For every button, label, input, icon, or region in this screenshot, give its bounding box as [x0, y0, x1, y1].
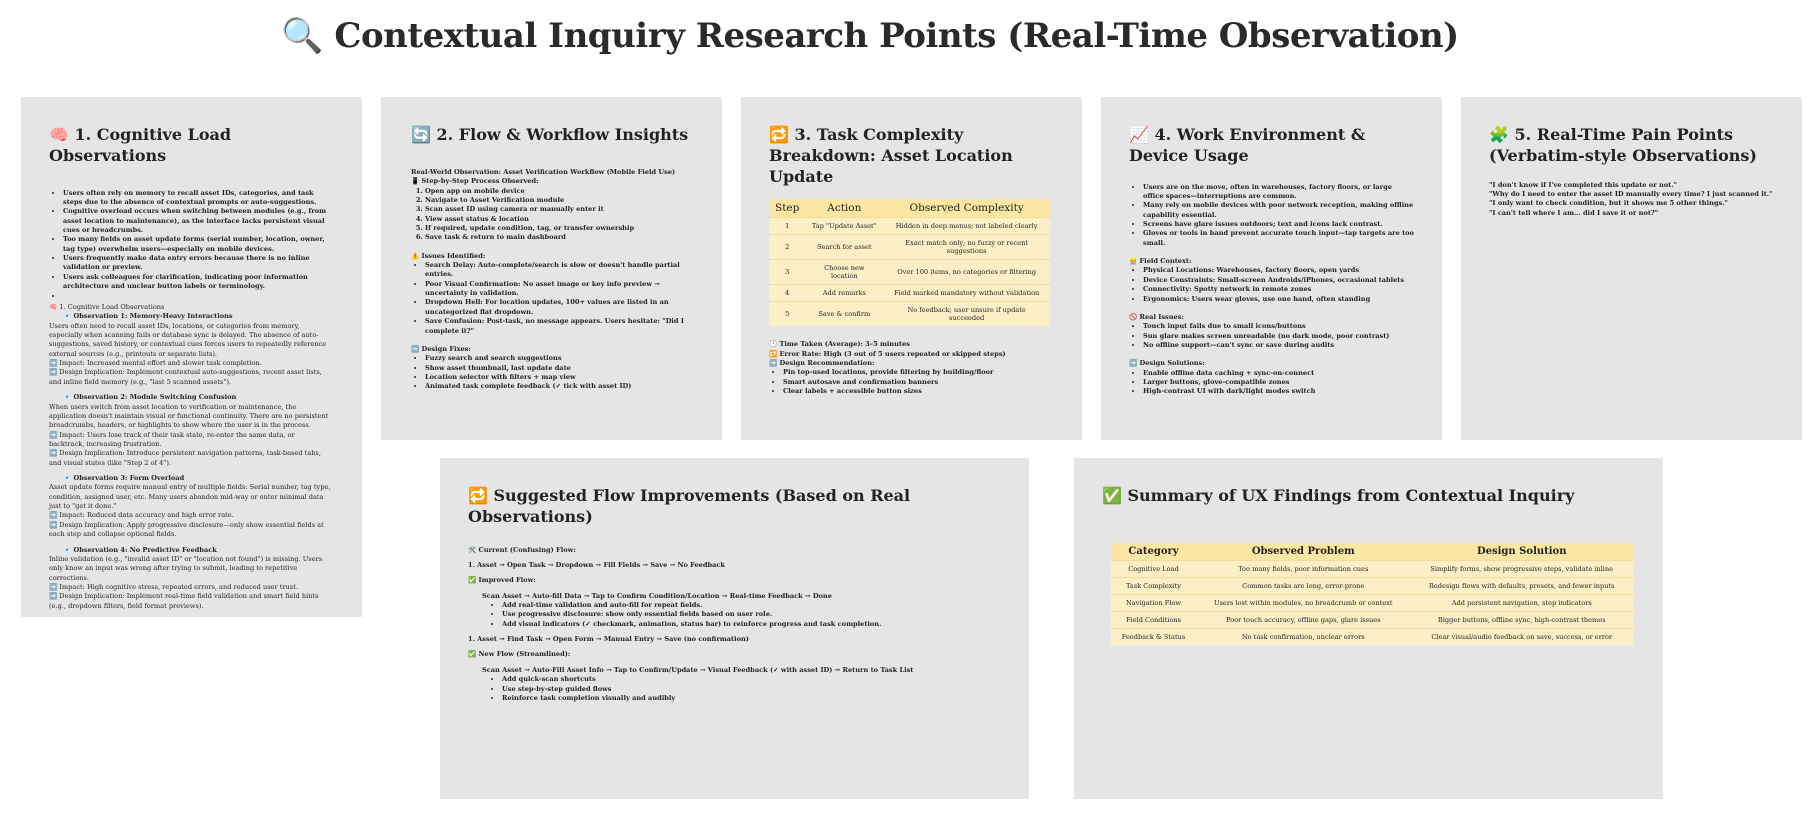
table-cell: 2: [769, 235, 805, 260]
table-cell: Users lost within modules, no breadcrumb or context: [1196, 594, 1410, 611]
observation-design: ➡️ Design Implication: Implement contextual auto-suggestions, recent asset lists, and inline field memory (e.g., "last 5 scanned assets").: [49, 368, 322, 386]
list-item: • Enable offline data caching + sync-on-connect: [1143, 369, 1414, 378]
list-item: • Users frequently make data entry errors because there is no inline validation or preview.: [63, 254, 332, 273]
list-item: • Users ask colleagues for clarification, indicating poor information architecture and unclear button labels or terminology.: [63, 273, 332, 292]
table-cell: Exact match only; no fuzzy or recent suggestions: [883, 235, 1050, 260]
table-cell: Poor touch accuracy, offline gaps, glare issues: [1196, 611, 1410, 628]
table-cell: Redesign flows with defaults, presets, and fewer inputs: [1410, 577, 1633, 594]
table-header: Observed Complexity: [883, 199, 1050, 218]
card-cognitive-load: [21, 97, 362, 617]
recommendation-title: ➡️ Design Recommendation:: [769, 359, 875, 368]
table-cell: Add persistent navigation, step indicators: [1410, 594, 1633, 611]
list-item: • Save Confusion: Post-task, no message appears. Users hesitate: "Did I complete it?": [425, 317, 692, 336]
table-cell: Clear visual/audio feedback on save, success, or error: [1410, 628, 1633, 645]
quote: "Why do I need to enter the asset ID manually every time? I just scanned it.": [1489, 189, 1773, 198]
table-header: Step: [769, 199, 805, 218]
table-cell: 1: [769, 218, 805, 235]
table-row: [769, 260, 1050, 285]
card-summary-findings: [1074, 458, 1663, 799]
list-item: • Cognitive overload occurs when switching between modules (e.g., from asset location to maintenance), as the interface lacks persistent visual cues or breadcrumbs.: [63, 207, 332, 235]
improved-title: ✅ Improved Flow:: [468, 576, 536, 585]
card-heading: 📈 4. Work Environment & Device Usage: [1129, 125, 1366, 165]
list-item: • Reinforce task completion visually and audibly: [502, 694, 1001, 703]
list-item: • High-contrast UI with dark/light modes switch: [1143, 387, 1414, 396]
table-cell: Add remarks: [805, 285, 883, 302]
observation-title: 🔹 Observation 3: Form Overload: [63, 474, 185, 483]
list-item: • Many rely on mobile devices with poor network reception, making offline capability essential.: [1143, 201, 1414, 220]
table-cell: Feedback & Status: [1111, 628, 1196, 645]
fixes-title: ➡️ Design Fixes:: [411, 344, 471, 353]
list-item: • Users are on the move, often in warehouses, factory floors, or large office spaces—interruptions are common.: [1143, 183, 1414, 202]
list-item: • Connectivity: Spotty network in remote zones: [1143, 285, 1414, 294]
card-heading: 🔁 Suggested Flow Improvements (Based on Real Observations): [468, 486, 911, 526]
observation-title: 🔹 Observation 1: Memory-Heavy Interactions: [63, 312, 233, 321]
table-cell: Too many fields, poor information cues: [1196, 560, 1410, 577]
intro-text: Real-World Observation: Asset Verification Workflow (Mobile Field Use): [411, 167, 676, 176]
card-task-complexity: [741, 97, 1082, 440]
card-heading: ✅ Summary of UX Findings from Contextual Inquiry: [1102, 486, 1575, 505]
improved-flow: Scan Asset → Auto-fill Data → Tap to Confirm Condition/Location → Real-time Feedback → Done: [482, 591, 832, 600]
list-item: • Poor Visual Confirmation: No asset image or key info preview → uncertainty in validation.: [425, 280, 692, 299]
table-cell: Task Complexity: [1111, 577, 1196, 594]
current-flow: 1. Asset → Open Task → Dropdown → Fill Fields → Save → No Feedback: [468, 560, 725, 569]
table-header: Design Solution: [1410, 543, 1633, 561]
observation-impact: ➡️ Impact: Reduced data accuracy and high error rate.: [49, 511, 234, 520]
table-cell: Over 100 items, no categories or filtering: [883, 260, 1050, 285]
quote: "I only want to check condition, but it shows me 5 other things.": [1489, 199, 1728, 208]
list-item: • Use progressive disclosure: show only essential fields based on user role.: [502, 610, 1001, 619]
list-item: • Physical Locations: Warehouses, factory floors, open yards: [1143, 266, 1414, 275]
list-item: • Add quick-scan shortcuts: [502, 675, 1001, 684]
context-title: 👷 Field Context:: [1129, 257, 1192, 266]
observation-design: ➡️ Design Implication: Apply progressive disclosure—only show essential fields at each step and collapse optional fields.: [49, 520, 324, 539]
list-item: • Show asset thumbnail, last update date: [425, 364, 692, 373]
list-item: 3. Scan asset ID using camera or manually enter it: [425, 205, 692, 214]
card-heading: 🔁 3. Task Complexity Breakdown: Asset Location Update: [769, 125, 1013, 186]
list-item: • Search Delay: Auto-complete/search is slow or doesn't handle partial entries.: [425, 261, 692, 280]
table-cell: Cognitive Load: [1111, 560, 1196, 577]
sub-heading: 🧠 1. Cognitive Load Observations: [49, 302, 165, 311]
observation-title: 🔹 Observation 4: No Predictive Feedback: [63, 545, 217, 554]
card-heading: 🔄 2. Flow & Workflow Insights: [411, 125, 689, 144]
table-cell: 4: [769, 285, 805, 302]
list-item: 6. Save task & return to main dashboard: [425, 233, 692, 242]
card-work-environment: [1101, 97, 1442, 440]
list-item: 5. If required, update condition, tag, or transfer ownership: [425, 224, 692, 233]
quote: "I don't know if I've completed this update or not.": [1489, 180, 1677, 189]
table-header: Action: [805, 199, 883, 218]
list-item: • Users often rely on memory to recall asset IDs, categories, and task steps due to the absence of contextual prompts or auto-suggestions.: [63, 189, 332, 208]
table-header: Observed Problem: [1196, 543, 1410, 561]
steps-title: 📱 Step-by-Step Process Observed:: [411, 177, 539, 186]
solutions-title: ➡️ Design Solutions:: [1129, 359, 1205, 368]
table-cell: Field Conditions: [1111, 611, 1196, 628]
table-cell: Common tasks are long, error-prone: [1196, 577, 1410, 594]
table-row: [1111, 628, 1633, 645]
table-row: [1111, 577, 1633, 594]
list-item: • Larger buttons, glove-compatible zones: [1143, 378, 1414, 387]
list-item: • Ergonomics: Users wear gloves, use one hand, often standing: [1143, 295, 1414, 304]
observation-body: Inline validation (e.g., "invalid asset ID" or "location not found") is missing. Users only know an input was wrong after trying to submit, leading to repetitive corrections.: [49, 554, 323, 582]
time-taken: 🕐 Time Taken (Average): 3–5 minutes: [769, 340, 910, 349]
list-item: • Device Constraints: Small-screen Androids/iPhones, occasional tablets: [1143, 276, 1414, 285]
observation-impact: ➡️ Impact: Increased mental effort and slower task completion.: [49, 359, 262, 368]
observation-body: Users often need to recall asset IDs, locations, or categories from memory, especially when scanning fails or database sync is delayed. The absence of auto-suggestions, saved history, or contextual cues forces users to repeatedly reference external sources (e.g., printouts or separate lists).: [49, 321, 327, 358]
table-cell: Save & confirm: [805, 302, 883, 327]
flow-two: 1. Asset → Find Task → Open Form → Manual Entry → Save (no confirmation): [468, 635, 749, 644]
table-cell: Choose new location: [805, 260, 883, 285]
table-cell: No task confirmation, unclear errors: [1196, 628, 1410, 645]
list-item: 1. Open app on mobile device: [425, 187, 692, 196]
list-item: [63, 292, 332, 301]
observation-design: ➡️ Design Implication: Introduce persistent navigation patterns, task-based tabs, and visual states (like "Step 2 of 4").: [49, 449, 321, 467]
page-title: 🔍 Contextual Inquiry Research Points (Real-Time Observation): [281, 16, 1459, 56]
table-row: [1111, 560, 1633, 577]
table-row: [769, 285, 1050, 302]
issues-title: 🚫 Real Issues:: [1129, 312, 1184, 321]
list-item: • Sun glare makes screen unreadable (no dark mode, poor contrast): [1143, 332, 1414, 341]
table-cell: Search for asset: [805, 235, 883, 260]
observation-design: ➡️ Design Implication: Implement real-time field validation and smart field hints (e.g., dropdown filters, field format previews).: [49, 592, 319, 610]
table-cell: Hidden in deep menus; not labeled clearly: [883, 218, 1050, 235]
list-item: • Smart autosave and confirmation banners: [783, 378, 1054, 387]
current-title: 🛠️ Current (Confusing) Flow:: [468, 545, 576, 554]
table-cell: Navigation Flow: [1111, 594, 1196, 611]
new-flow-title: ✅ New Flow (Streamlined):: [468, 650, 571, 659]
table-cell: Simplify forms, show progressive steps, validate inline: [1410, 560, 1633, 577]
table-row: [769, 302, 1050, 327]
card-heading: 🧩 5. Real-Time Pain Points (Verbatim-style Observations): [1489, 125, 1757, 165]
list-item: • Touch input fails due to small icons/buttons: [1143, 322, 1414, 331]
list-item: • Fuzzy search and search suggestions: [425, 354, 692, 363]
table-cell: No feedback; user unsure if update succeeded: [883, 302, 1050, 327]
summary-table: [1111, 543, 1633, 645]
list-item: • Screens have glare issues outdoors; text and icons lack contrast.: [1143, 220, 1414, 229]
table-row: [769, 235, 1050, 260]
task-table: [769, 199, 1050, 326]
card-pain-points: [1461, 97, 1802, 440]
table-row: [1111, 594, 1633, 611]
list-item: • Clear labels + accessible button sizes: [783, 387, 1054, 396]
list-item: • Location selector with filters + map view: [425, 373, 692, 382]
table-header: Category: [1111, 543, 1196, 561]
list-item: 4. View asset status & location: [425, 215, 692, 224]
list-item: • Animated task complete feedback (✓ tick with asset ID): [425, 382, 692, 391]
list-item: • Add visual indicators (✓ checkmark, animation, status bar) to reinforce progress and task completion.: [502, 620, 1001, 629]
table-cell: Tap "Update Asset": [805, 218, 883, 235]
observation-body: When users switch from asset location to verification or maintenance, the application doesn't maintain visual or functional continuity. There are no persistent breadcrumbs, headers, or highlights to show where the user is in the process.: [49, 402, 329, 430]
new-flow: Scan Asset → Auto-Fill Asset Info → Tap to Confirm/Update → Visual Feedback (✓ with asset ID) → Return to Task List: [482, 665, 914, 674]
observation-body: Asset update forms require manual entry of multiple fields: Serial number, tag type, condition, assigned user, etc. Many users abandon mid-way or enter minimal data just to "get it done.": [49, 483, 331, 511]
observation-impact: ➡️ Impact: Users lose track of their task state, re-enter the same data, or backtrack, increasing frustration.: [49, 430, 295, 448]
list-item: • Use step-by-step guided flows: [502, 685, 1001, 694]
observation-impact: ➡️ Impact: High cognitive stress, repeated errors, and reduced user trust.: [49, 582, 298, 591]
table-cell: 5: [769, 302, 805, 327]
table-cell: Field marked mandatory without validation: [883, 285, 1050, 302]
list-item: 2. Navigate to Asset Verification module: [425, 196, 692, 205]
table-cell: Bigger buttons, offline sync, high-contrast themes: [1410, 611, 1633, 628]
card-heading: 🧠 1. Cognitive Load Observations: [49, 125, 232, 165]
list-item: • Gloves or tools in hand prevent accurate touch input—tap targets are too small.: [1143, 229, 1414, 248]
table-cell: 3: [769, 260, 805, 285]
table-row: [769, 218, 1050, 235]
list-item: • Dropdown Hell: For location updates, 100+ values are listed in an uncategorized flat dropdown.: [425, 298, 692, 317]
quote: "I can't tell where I am… did I save it or not?": [1489, 208, 1659, 217]
list-item: • No offline support—can't sync or save during audits: [1143, 341, 1414, 350]
observation-title: 🔹 Observation 2: Module Switching Confusion: [63, 393, 237, 402]
card-flow-improvements: [440, 458, 1029, 799]
table-row: [1111, 611, 1633, 628]
error-rate: 🔁 Error Rate: High (3 out of 5 users repeated or skipped steps): [769, 349, 1006, 358]
list-item: • Too many fields on asset update forms (serial number, location, owner, tag type) overwhelm users—especially on mobile devices.: [63, 235, 332, 254]
list-item: • Pin top-used locations, provide filtering by building/floor: [783, 368, 1054, 377]
issues-title: ⚠️ Issues Identified:: [411, 251, 486, 260]
list-item: • Add real-time validation and auto-fill for repeat fields.: [502, 601, 1001, 610]
card-flow-workflow: [381, 97, 722, 440]
